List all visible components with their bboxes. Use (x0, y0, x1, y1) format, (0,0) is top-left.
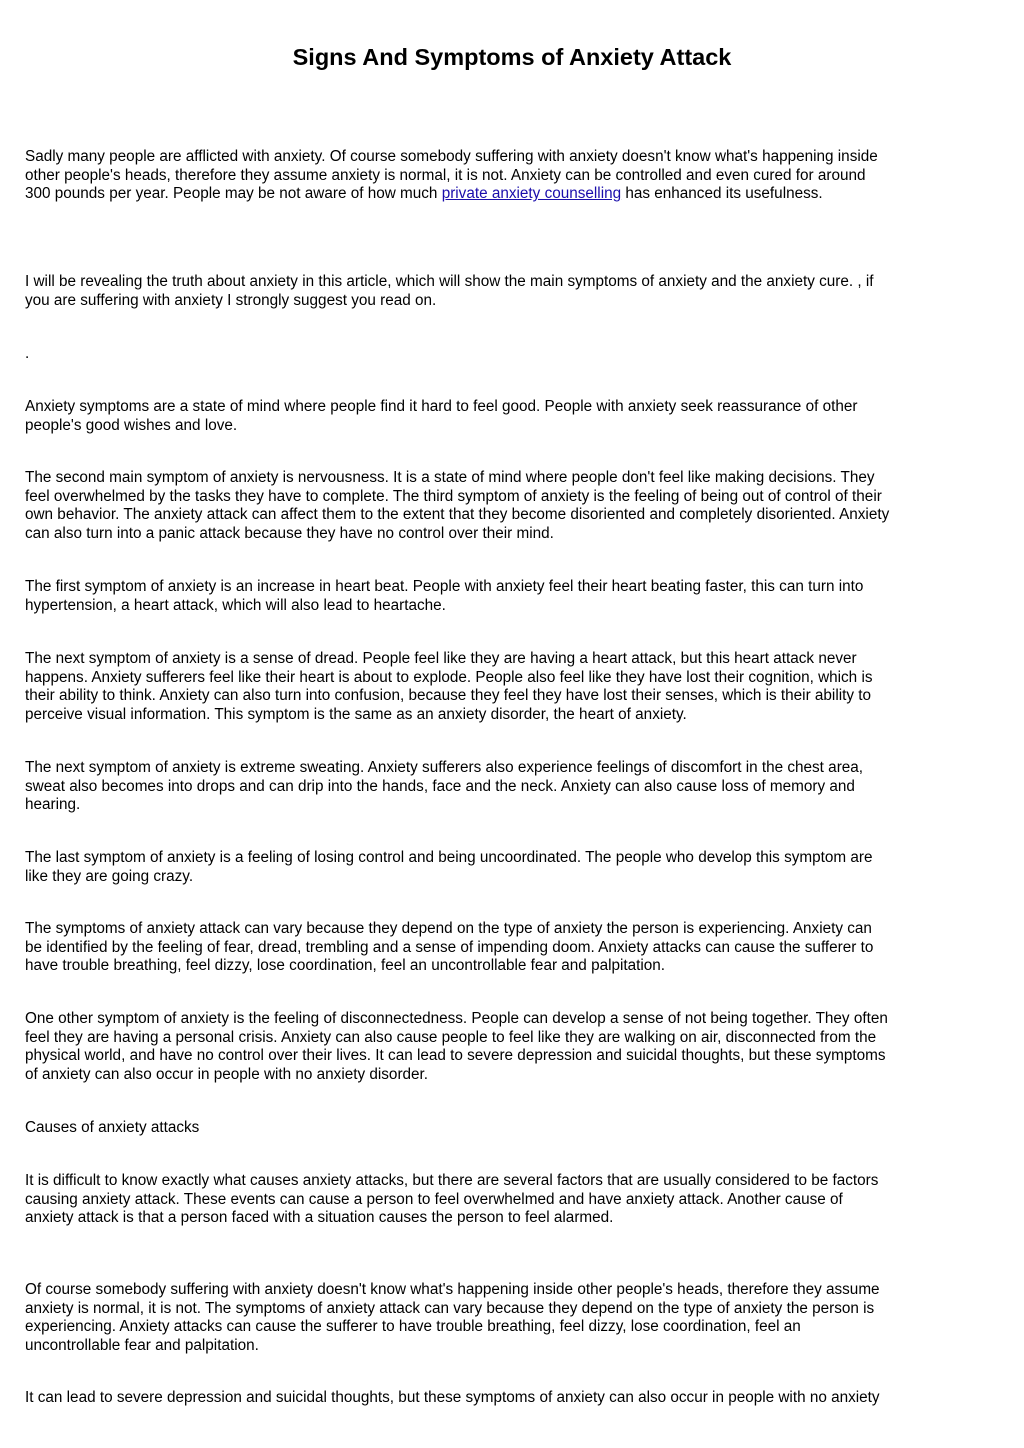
paragraph (25, 1010, 1001, 1084)
paragraph-line: experiencing. Anxiety attacks can cause the sufferer to have trouble breathing, feel dizzy, lose coordination, feel an (25, 1318, 801, 1336)
paragraph (25, 1281, 1001, 1355)
paragraph-line: anxiety attack is that a person faced with a situation causes the person to feel alarmed. (25, 1209, 614, 1227)
paragraph-line: feel they are having a personal crisis. Anxiety can also cause people to feel like they are walking on air, disconnected from the (25, 1028, 877, 1046)
paragraph-line: It can lead to severe depression and suicidal thoughts, but these symptoms of anxiety can also occur in people with no anxiety (25, 1389, 880, 1406)
paragraph-line: can also turn into a panic attack because they have no control over their mind. (25, 524, 554, 542)
paragraph-line: anxiety is normal, it is not. The symptoms of anxiety attack can vary because they depend on the type of anxiety the person is (25, 1299, 875, 1317)
paragraph-line: The last symptom of anxiety is a feeling of losing control and being uncoordinated. The people who develop this symptom are (25, 849, 873, 866)
paragraph-line: be identified by the feeling of fear, dread, trembling and a sense of impending doom. Anxiety attacks can cause the sufferer to (25, 938, 874, 956)
page-title: Signs And Symptoms of Anxiety Attack (292, 44, 732, 70)
paragraph-line: like they are going crazy. (25, 867, 194, 885)
paragraph-line: people's good wishes and love. (25, 416, 238, 434)
section-heading (25, 1119, 1001, 1138)
paragraph-line: The next symptom of anxiety is extreme sweating. Anxiety sufferers also experience feelings of discomfort in the chest area, (25, 759, 864, 776)
section-heading-text: Causes of anxiety attacks (25, 1119, 200, 1136)
paragraph (25, 849, 1001, 886)
paragraph (25, 650, 1001, 724)
paragraph (25, 1389, 1001, 1408)
paragraph-line: The second main symptom of anxiety is nervousness. It is a state of mind where people don't feel like making decisions. They (25, 469, 875, 486)
paragraph-line: own behavior. The anxiety attack can affect them to the extent that they become disoriented and completely disoriented. Anxiety (25, 506, 890, 524)
paragraph-line: you are suffering with anxiety I strongly suggest you read on. (25, 291, 437, 309)
paragraph-line: their ability to think. Anxiety can also turn into confusion, because they feel they have lost their senses, which is their ability to (25, 687, 872, 705)
paragraph (25, 469, 1001, 543)
paragraph-line: uncontrollable fear and palpitation. (25, 1336, 259, 1354)
paragraph-line: happens. Anxiety sufferers feel like their heart is about to explode. People also feel like they have lost their cognition, which is (25, 668, 873, 686)
intro-line: Sadly many people are afflicted with anxiety. Of course somebody suffering with anxiety doesn't know what's happening inside (25, 148, 878, 165)
paragraph-line: sweat also becomes into drops and can drip into the hands, face and the neck. Anxiety can also cause loss of memory and (25, 777, 855, 795)
intro-line: has enhanced its usefulness. (621, 185, 823, 203)
paragraph-line: of anxiety can also occur in people with no anxiety disorder. (25, 1065, 429, 1083)
paragraph-line: The first symptom of anxiety is an increase in heart beat. People with anxiety feel their heart beating faster, this can turn into (25, 578, 864, 595)
intro-paragraph (25, 148, 1001, 204)
paragraph-line: The symptoms of anxiety attack can vary because they depend on the type of anxiety the person is experiencing. Anxiety can (25, 920, 872, 937)
paragraph-line: Anxiety symptoms are a state of mind where people find it hard to feel good. People with anxiety seek reassurance of other (25, 398, 858, 415)
paragraph-line: physical world, and have no control over their lives. It can lead to severe depression and suicidal thoughts, but these symptoms (25, 1047, 886, 1065)
paragraph-line: One other symptom of anxiety is the feeling of disconnectedness. People can develop a sense of not being together. They often (25, 1010, 888, 1027)
paragraph-line: hearing. (25, 796, 81, 814)
paragraph (25, 398, 1001, 435)
paragraph-line: It is difficult to know exactly what causes anxiety attacks, but there are several factors that are usually considered to be factors (25, 1172, 879, 1189)
paragraph-line: The next symptom of anxiety is a sense of dread. People feel like they are having a heart attack, but this heart attack never (25, 650, 857, 667)
paragraph-line: hypertension, a heart attack, which will also lead to heartache. (25, 596, 446, 614)
paragraph-line: Of course somebody suffering with anxiety doesn't know what's happening inside other people's heads, therefore they assume (25, 1281, 880, 1298)
paragraph-line: feel overwhelmed by the tasks they have to complete. The third symptom of anxiety is the feeling of being out of control of their (25, 487, 882, 505)
paragraph-line: perceive visual information. This symptom is the same as an anxiety disorder, the heart of anxiety. (25, 705, 687, 723)
intro-line: other people's heads, therefore they assume anxiety is normal, it is not. Anxiety can be controlled and even cured for around (25, 166, 866, 184)
private-anxiety-counselling-link[interactable]: private anxiety counselling (441, 185, 622, 203)
paragraph (25, 920, 1001, 976)
paragraph (25, 273, 1001, 310)
paragraph (25, 345, 1001, 364)
paragraph-line: . (25, 345, 30, 362)
paragraph (25, 578, 1001, 615)
paragraph-line: have trouble breathing, feel dizzy, lose coordination, feel an uncontrollable fear and palpitation. (25, 957, 666, 975)
paragraph (25, 759, 1001, 815)
paragraph (25, 1172, 1001, 1228)
intro-line: 300 pounds per year. People may be not aware of how much (25, 185, 442, 203)
paragraph-line: I will be revealing the truth about anxiety in this article, which will show the main symptoms of anxiety and the anxiety cure. , if (25, 273, 874, 290)
paragraph-line: causing anxiety attack. These events can cause a person to feel overwhelmed and have anxiety attack. Another cause of (25, 1190, 843, 1208)
